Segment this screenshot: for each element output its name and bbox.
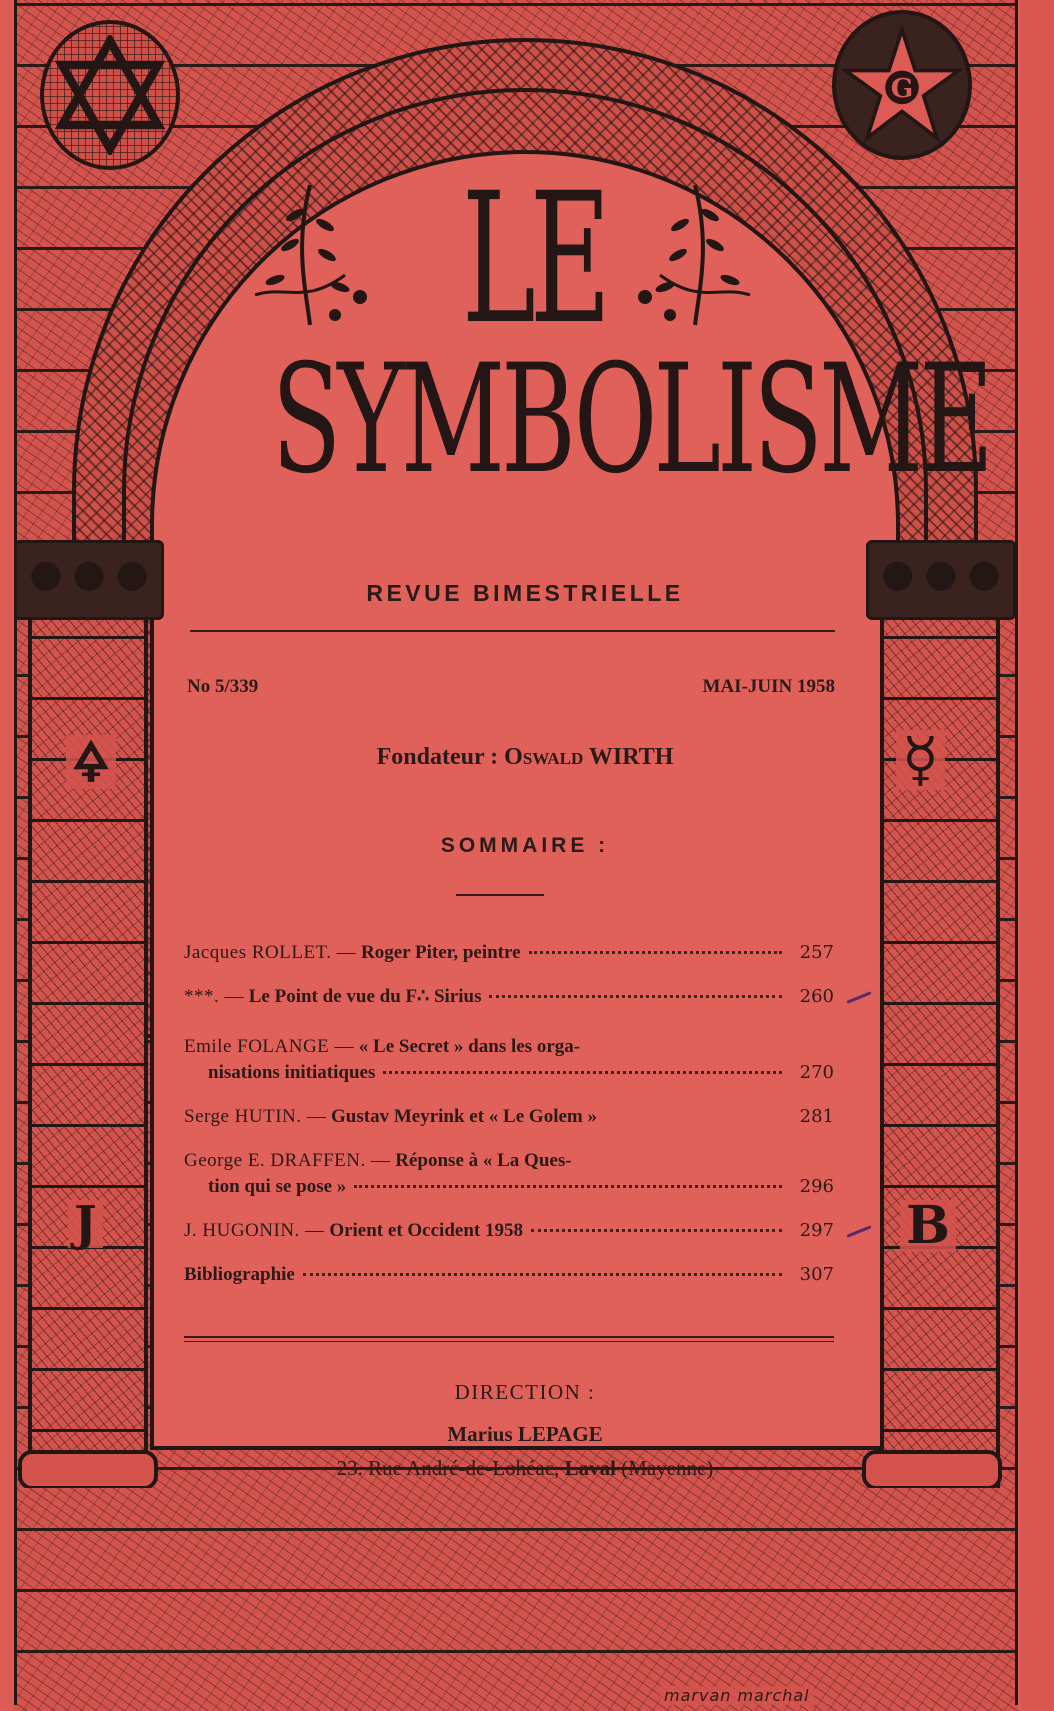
toc-entry[interactable] [184, 1148, 834, 1200]
founder-line [150, 744, 900, 771]
column-letter-j: J [68, 1200, 103, 1248]
dot-leader [531, 1229, 782, 1232]
toc-entry[interactable] [184, 940, 834, 966]
address-region: (Mayenne) [621, 1456, 714, 1480]
toc-entry[interactable] [184, 1104, 834, 1130]
toc-title-continued: nisations initiatiques [208, 1062, 376, 1083]
toc-author: George E. DRAFFEN. — [184, 1150, 391, 1171]
toc-page: 281 [799, 1106, 834, 1127]
dot-leader [529, 951, 782, 954]
address-street: 23. Rue André-de-Lohéac, [336, 1456, 560, 1480]
toc-page: 296 [799, 1176, 834, 1197]
dot-leader [489, 995, 782, 998]
director-name: Marius LEPAGE [447, 1422, 603, 1446]
toc-author: Jacques ROLLET. — [184, 942, 357, 963]
toc-title: Réponse à « La Ques- [395, 1150, 572, 1171]
toc-title-continued: tion qui se pose » [208, 1176, 347, 1197]
issue-date: MAI-JUIN 1958 [702, 676, 835, 697]
toc-page: 257 [799, 942, 834, 963]
issue-info [187, 676, 835, 698]
toc-author: Serge HUTIN. — [184, 1106, 327, 1127]
address-city: Laval [564, 1456, 616, 1480]
toc-author: ***. — [184, 986, 244, 1007]
contents-bottom-divider-2 [184, 1341, 834, 1342]
issue-number: No 5/339 [187, 676, 259, 697]
masthead-article: LE [461, 155, 605, 364]
toc-entry[interactable] [184, 1034, 834, 1086]
artist-signature: marvan marchal [660, 1686, 814, 1705]
toc-page: 297 [799, 1220, 834, 1241]
sulfur-symbol-icon: 🜍 [66, 735, 116, 789]
column-letter-b: B [900, 1200, 956, 1252]
table-of-contents [184, 940, 834, 1306]
contents-bottom-divider [184, 1336, 834, 1338]
direction-label: DIRECTION : [454, 1380, 596, 1404]
toc-title: Bibliographie [184, 1264, 295, 1285]
toc-title: Le Point de vue du F∴ Sirius [248, 986, 482, 1007]
svg-text:G: G [890, 73, 914, 104]
founder-first-name: Oswald [504, 744, 584, 770]
dot-leader [303, 1273, 782, 1276]
founder-label: Fondateur : [376, 744, 499, 770]
masthead-title: SYMBOLISME [271, 333, 990, 507]
toc-title: « Le Secret » dans les orga- [358, 1036, 581, 1057]
toc-page: 307 [799, 1264, 834, 1285]
mercury-symbol-icon: ☿ [896, 730, 945, 790]
toc-page: 270 [799, 1062, 834, 1083]
toc-title: Gustav Meyrink et « Le Golem » [331, 1106, 597, 1127]
contents-divider [456, 894, 544, 896]
masthead-subtitle: REVUE BIMESTRIELLE [366, 580, 684, 606]
masthead-divider [190, 630, 835, 632]
dot-leader [354, 1185, 782, 1188]
toc-author: J. HUGONIN. — [184, 1220, 325, 1241]
dot-leader [383, 1071, 782, 1074]
toc-author: Emile FOLANGE — [184, 1036, 355, 1057]
toc-entry[interactable] [184, 1218, 834, 1244]
toc-page: 260 [799, 986, 834, 1007]
toc-entry[interactable] [184, 1262, 834, 1288]
toc-title: Roger Piter, peintre [361, 942, 521, 963]
direction-address [150, 1456, 900, 1481]
contents-heading: SOMMAIRE : [440, 834, 610, 857]
toc-entry[interactable] [184, 984, 834, 1010]
paper-edge [1021, 0, 1054, 1711]
founder-last-name: WIRTH [588, 744, 674, 770]
toc-title: Orient et Occident 1958 [329, 1220, 523, 1241]
